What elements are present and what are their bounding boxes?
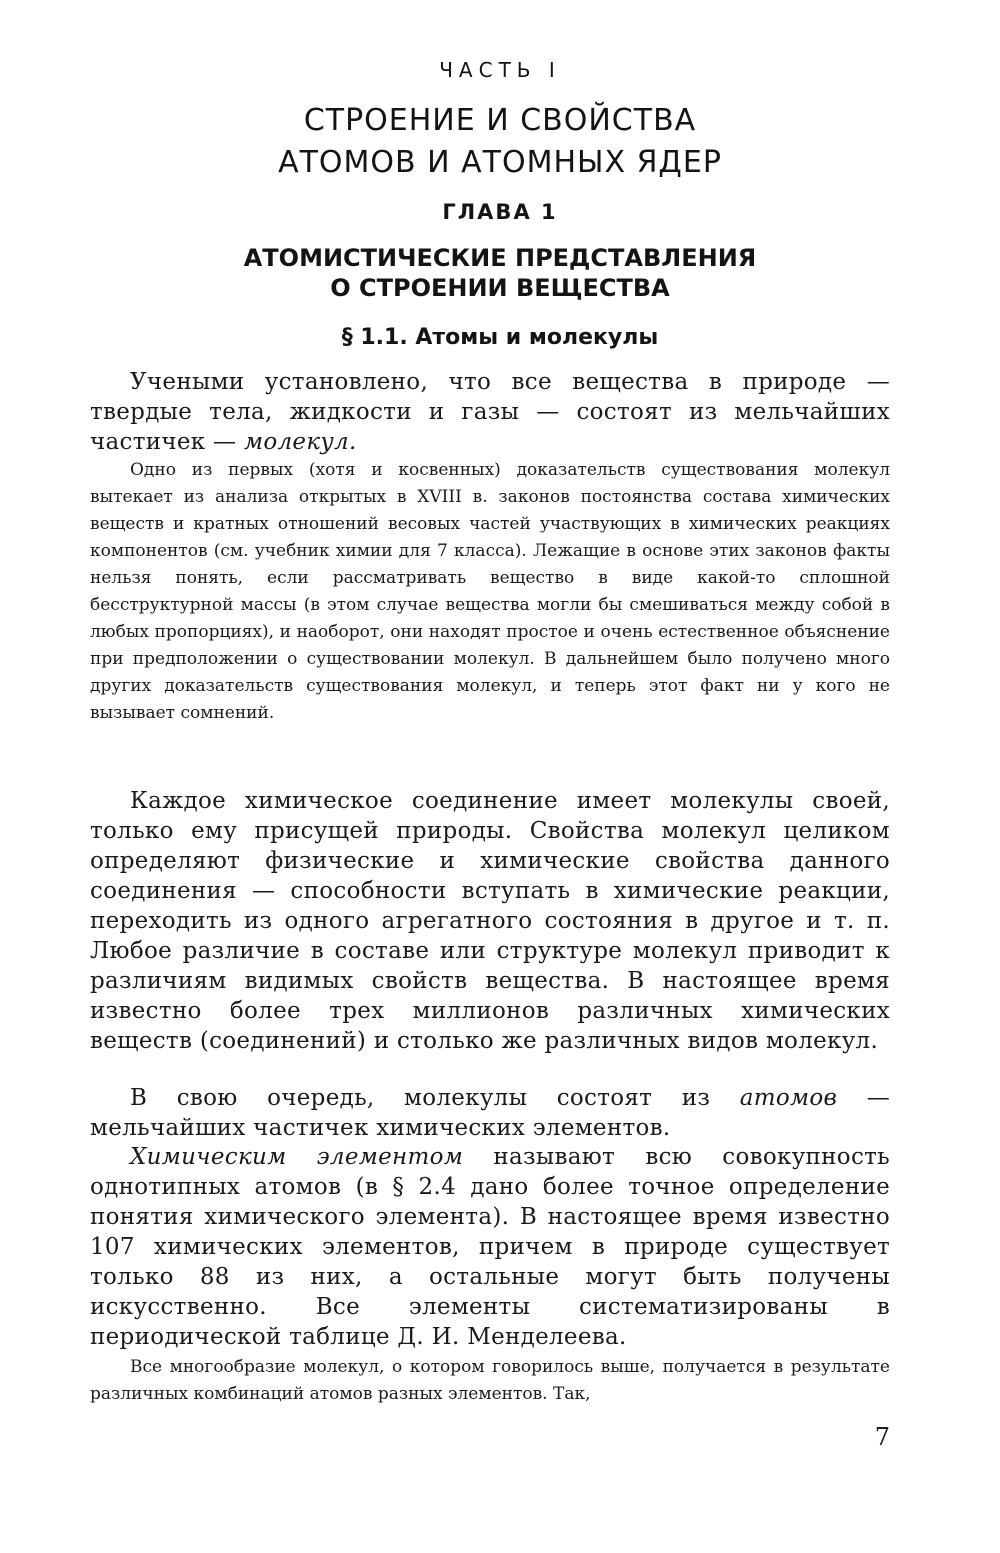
part-title-text: СТРОЕНИЕ И СВОЙСТВА АТОМОВ И АТОМНЫХ ЯДЕР [278, 103, 722, 180]
paragraph-6-small-print: Все многообразие молекул, о котором говорилось выше, получается в результате различных комбинаций атомов разных элементов. Так, [90, 1357, 890, 1404]
section-title: § 1.1. Атомы и молекулы [341, 325, 659, 350]
paragraph-2-small-print: Одно из первых (хотя и косвенных) доказательств существования молекул вытекает из анализа открытых в XVIII в. законов постоянства состава химических веществ и кратных отношений весовых частей участвующих в химических реакциях компонентов (см. учебник химии для 7 класса). Лежащие в основе этих законов факты нельзя понять, если рассматривать вещество в виде какой-то сплошной бесструктурной массы (в этом случае вещества могли бы смешиваться между собой в любых пропорциях), и наоборот, они находят простое и очень естественное объяснение при предположении о существовании молекул. В дальнейшем было получено много других доказательств существования молекул, и теперь этот факт ни у кого не вызывает сомнений. [90, 460, 890, 723]
paragraph-4-start: В свою очередь, молекулы состоят из [130, 1085, 740, 1111]
paragraph-5-text: называют всю совокупность однотипных атомов (в § 2.4 дано более точное определение понятия химического элемента). В настоящее время известно 107 химических элементов, причем в природе существует только 88 из них, а остальные могут быть получены искусственно. Все элементы систематизированы в периодической таблице Д. И. Менделеева. [90, 1144, 890, 1350]
paragraph-4-italic: атомов [739, 1085, 838, 1111]
chapter-label: ГЛАВА 1 [442, 200, 558, 224]
chapter-title-text: АТОМИСТИЧЕСКИЕ ПРЕДСТАВЛЕНИЯ О СТРОЕНИИ ВЕЩЕСТВА [243, 244, 757, 302]
paragraph-4-end: — мельчайших частичек химических элементов. [90, 1085, 890, 1141]
page-number: 7 [874, 1423, 890, 1451]
part-title [0, 100, 1000, 184]
part-label: ЧАСТЬ I [439, 58, 561, 82]
paragraph-1-text: Учеными установлено, что все вещества в природе — твердые тела, жидкости и газы — состоят из мельчайших частичек — [90, 369, 890, 455]
paragraph-5-italic: Химическим элементом [130, 1144, 464, 1170]
paragraph-1-italic: молекул. [243, 429, 357, 455]
chapter-title [0, 243, 1000, 303]
paragraph-3: Каждое химическое соединение имеет молекулы своей, только ему присущей природы. Свойства молекул целиком определяют физические и химические свойства данного соединения — способности вступать в химические реакции, переходить из одного агрегатного состояния в другое и т. п. Любое различие в составе или структуре молекул приводит к различиям видимых свойств вещества. В настоящее время известно более трех миллионов различных химических веществ (соединений) и столько же различных видов молекул. [90, 788, 890, 1054]
paragraph-1 [90, 367, 890, 457]
paragraph-4 [90, 1083, 890, 1143]
paragraph-5 [90, 1142, 890, 1352]
